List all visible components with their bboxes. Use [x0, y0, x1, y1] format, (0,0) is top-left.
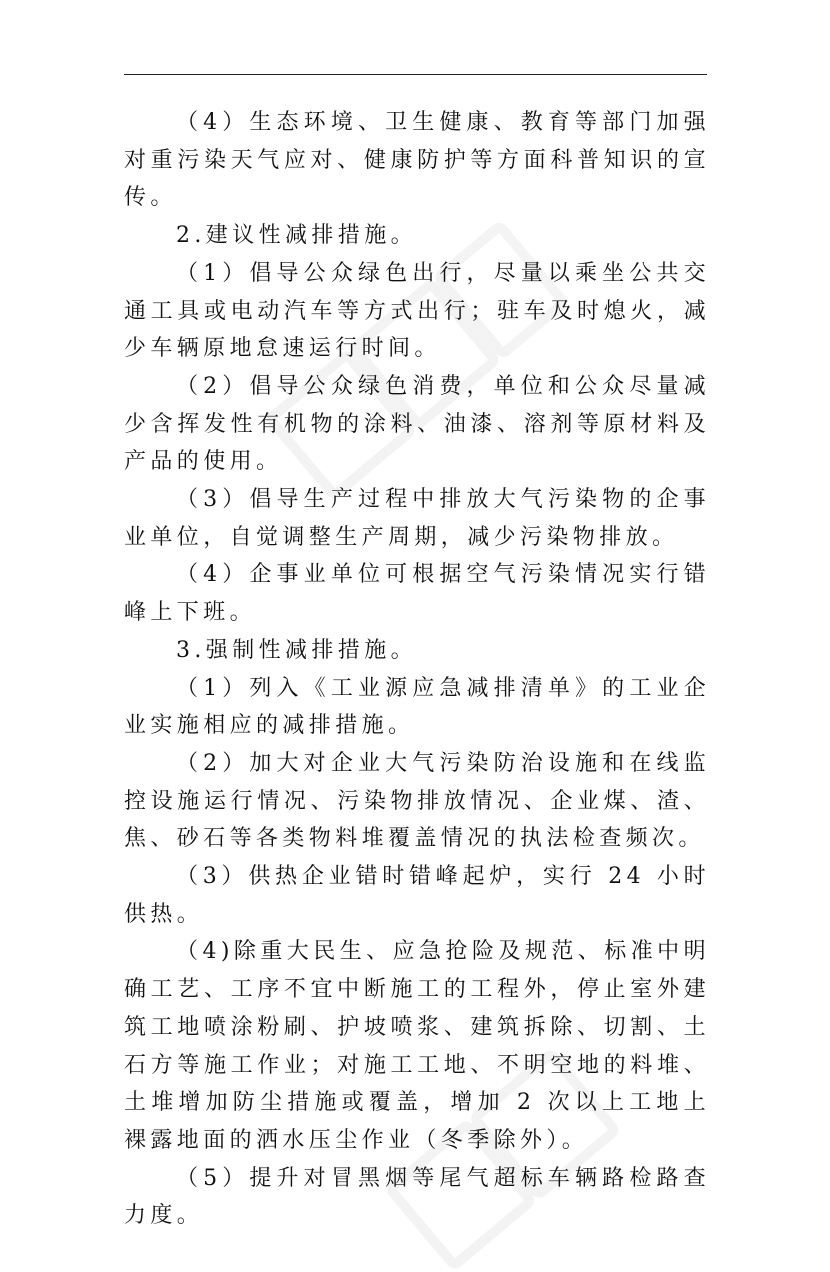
paragraph: （3）供热企业错时错峰起炉，实行 24 小时供热。 [124, 864, 710, 927]
paragraph: （5）提升对冒黑烟等尾气超标车辆路检路查力度。 [124, 1165, 710, 1229]
paragraph: （1）列入《工业源应急减排清单》的工业企业实施相应的减排措施。 [124, 675, 710, 739]
paragraph: （2）倡导公众绿色消费，单位和公众尽量减少含挥发性有机物的涂料、油漆、溶剂等原材料及产品的使用。 [124, 373, 710, 475]
paragraph: （4）生态环境、卫生健康、教育等部门加强对重污染天气应对、健康防护等方面科普知识的宣传。 [124, 110, 710, 211]
section-heading: 2.建议性减排措施。 [176, 223, 417, 249]
paragraph: （1）倡导公众绿色出行，尽量以乘坐公共交通工具或电动汽车等方式出行；驻车及时熄火，减少车辆原地怠速运行时间。 [124, 260, 710, 362]
section-heading: 3.强制性减排措施。 [176, 637, 417, 663]
document-body [124, 104, 710, 1235]
paragraph: （3）倡导生产过程中排放大气污染物的企事业单位，自觉调整生产周期，减少污染物排放。 [124, 487, 710, 550]
paragraph: （4)除重大民生、应急抢险及规范、标准中明确工艺、工序不宜中断施工的工程外，停止室外建筑工地喷涂粉刷、护坡喷浆、建筑拆除、切割、土石方等施工作业；对施工工地、不明空地的料堆、土堆增加防尘措施或覆盖，增加 2 次以上工地上裸露地面的洒水压尘作业（冬季除外）。 [124, 939, 710, 1153]
paragraph: （2）加大对企业大气污染防治设施和在线监控设施运行情况、污染物排放情况、企业煤、渣、焦、砂石等各类物料堆覆盖情况的执法检查频次。 [124, 750, 710, 852]
paragraph: （4）企事业单位可根据空气污染情况实行错峰上下班。 [124, 562, 710, 626]
header-rule [124, 74, 707, 75]
